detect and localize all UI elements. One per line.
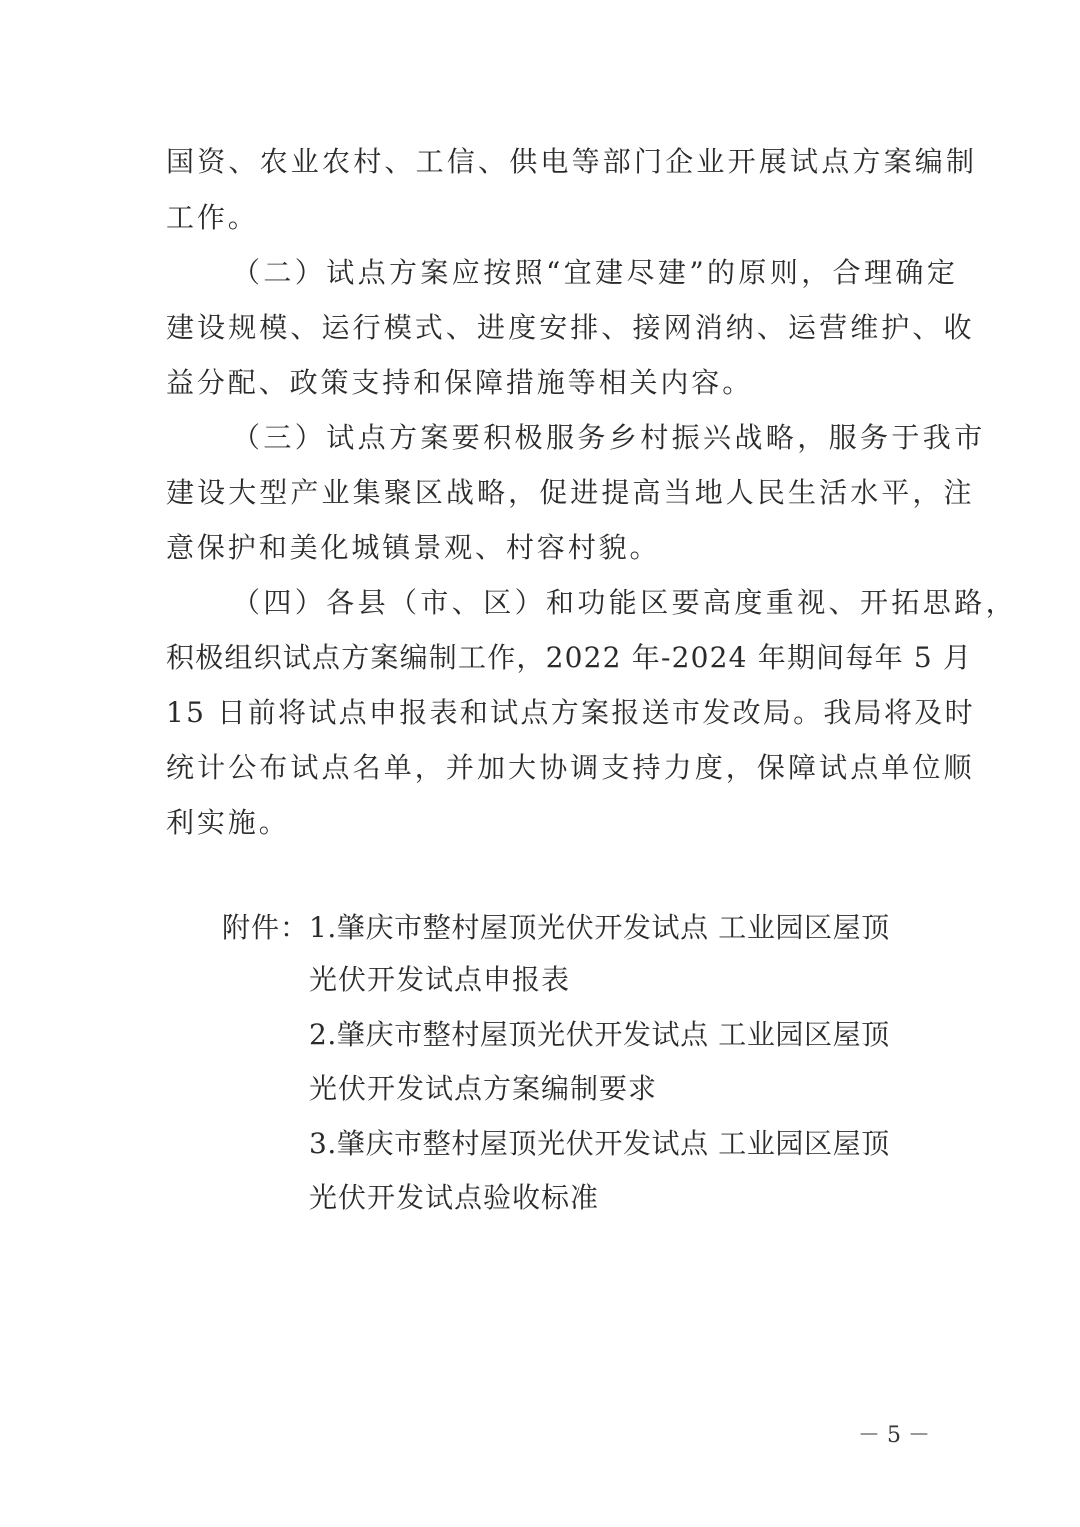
- paragraph-4-line-5: 利实施。: [166, 806, 290, 839]
- attachment-1-line-1: 1.肇庆市整村屋顶光伏开发试点 工业园区屋顶: [309, 911, 890, 944]
- paragraph-4-line-3: 15 日前将试点申报表和试点方案报送市发改局。我局将及时: [166, 696, 975, 729]
- paragraph-2-line-1: （二）试点方案应按照“宜建尽建”的原则，合理确定: [232, 256, 959, 289]
- attachment-3-line-1: 3.肇庆市整村屋顶光伏开发试点 工业园区屋顶: [309, 1127, 890, 1160]
- attachments-label: 附件：: [222, 911, 310, 944]
- paragraph-2-line-3: 益分配、政策支持和保障措施等相关内容。: [166, 366, 754, 399]
- paragraph-3-line-1: （三）试点方案要积极服务乡村振兴战略，服务于我市: [232, 421, 986, 454]
- paragraph-4-line-4: 统计公布试点名单，并加大协调支持力度，保障试点单位顺: [166, 751, 975, 784]
- paragraph-4-line-2: 积极组织试点方案编制工作，2022 年-2024 年期间每年 5 月: [166, 641, 973, 674]
- paragraph-3-line-3: 意保护和美化城镇景观、村容村貌。: [166, 531, 661, 564]
- attachment-2-line-1: 2.肇庆市整村屋顶光伏开发试点 工业园区屋顶: [309, 1018, 890, 1051]
- attachment-2-line-2: 光伏开发试点方案编制要求: [309, 1072, 658, 1105]
- attachment-3-line-2: 光伏开发试点验收标准: [309, 1181, 600, 1214]
- paragraph-2-line-2: 建设规模、运行模式、进度安排、接网消纳、运营维护、收: [166, 311, 975, 344]
- paragraph-1-line-2: 工作。: [166, 201, 259, 234]
- page-number: － 5 －: [858, 1423, 930, 1448]
- paragraph-1-line-1: 国资、农业农村、工信、供电等部门企业开展试点方案编制: [166, 145, 978, 178]
- paragraph-3-line-2: 建设大型产业集聚区战略，促进提高当地人民生活水平，注: [166, 476, 975, 509]
- paragraph-4-line-1: （四）各县（市、区）和功能区要高度重视、开拓思路，: [232, 586, 1018, 619]
- attachment-1-line-2: 光伏开发试点申报表: [309, 963, 571, 996]
